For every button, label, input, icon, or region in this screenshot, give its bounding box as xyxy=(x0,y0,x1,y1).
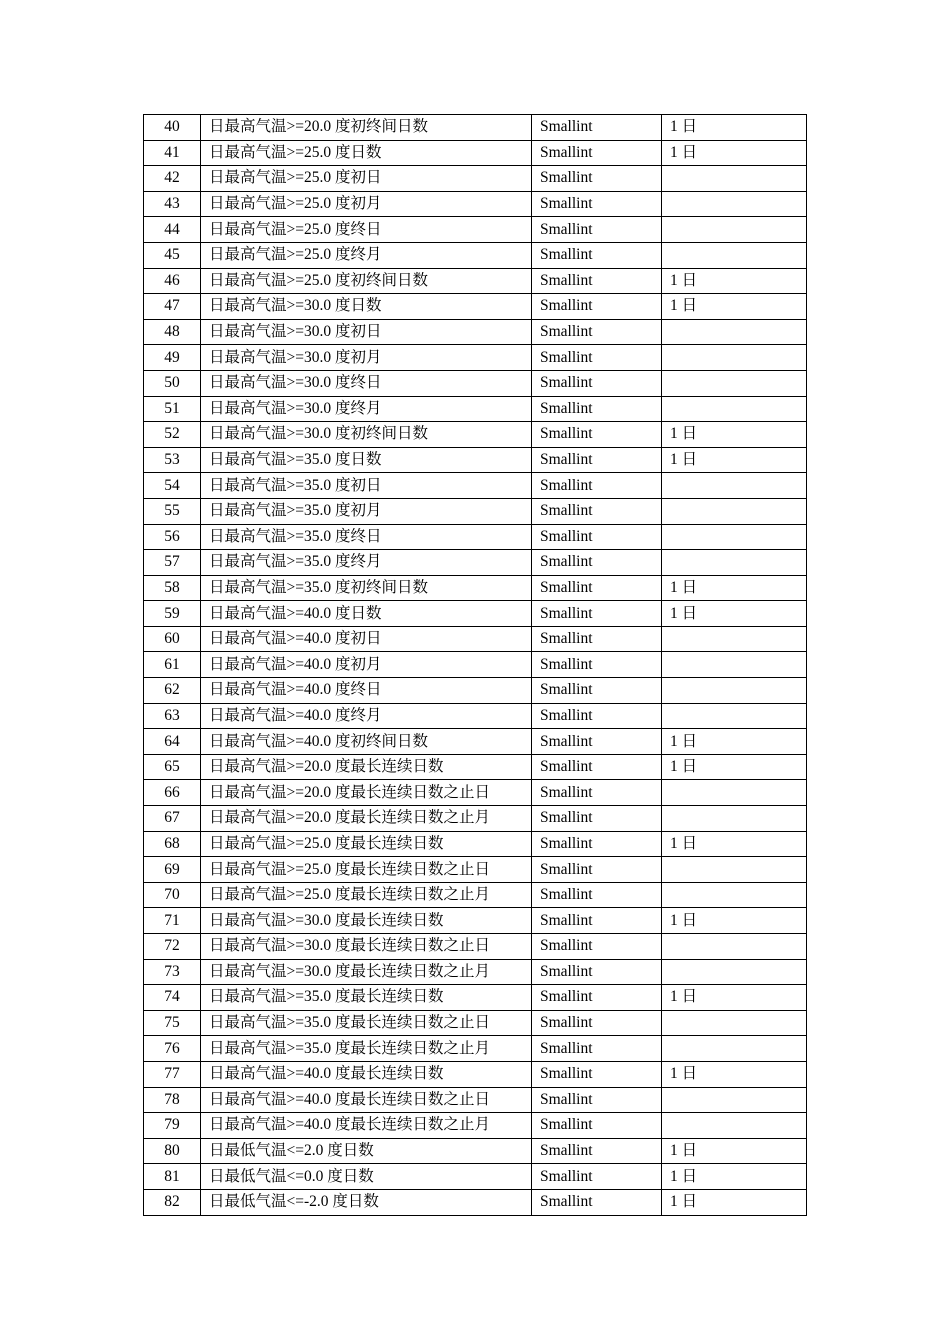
unit-cell: 1 日 xyxy=(662,422,807,448)
field-name-cell: 日最高气温>=30.0 度初月 xyxy=(201,345,532,371)
data-type-cell: Smallint xyxy=(532,396,662,422)
row-number-cell: 47 xyxy=(144,294,201,320)
field-name-cell: 日最高气温>=30.0 度终月 xyxy=(201,396,532,422)
unit-cell xyxy=(662,934,807,960)
data-type-cell: Smallint xyxy=(532,601,662,627)
table-row xyxy=(144,882,807,908)
field-name-cell: 日最高气温>=30.0 度最长连续日数之止月 xyxy=(201,959,532,985)
field-name-cell: 日最高气温>=40.0 度初终间日数 xyxy=(201,729,532,755)
field-name-cell: 日最高气温>=30.0 度日数 xyxy=(201,294,532,320)
data-type-cell: Smallint xyxy=(532,319,662,345)
unit-cell: 1 日 xyxy=(662,268,807,294)
data-type-cell: Smallint xyxy=(532,780,662,806)
field-name-cell: 日最高气温>=35.0 度初终间日数 xyxy=(201,575,532,601)
row-number-cell: 70 xyxy=(144,882,201,908)
field-name-cell: 日最高气温>=40.0 度初日 xyxy=(201,626,532,652)
table-row xyxy=(144,678,807,704)
table-row xyxy=(144,396,807,422)
unit-cell: 1 日 xyxy=(662,1189,807,1215)
field-name-cell: 日最高气温>=35.0 度终月 xyxy=(201,550,532,576)
data-type-cell: Smallint xyxy=(532,115,662,141)
field-name-cell: 日最高气温>=35.0 度最长连续日数之止月 xyxy=(201,1036,532,1062)
field-name-cell: 日最高气温>=30.0 度最长连续日数 xyxy=(201,908,532,934)
unit-cell: 1 日 xyxy=(662,754,807,780)
row-number-cell: 42 xyxy=(144,166,201,192)
table-row xyxy=(144,498,807,524)
table-row xyxy=(144,1087,807,1113)
data-type-cell: Smallint xyxy=(532,678,662,704)
data-type-cell: Smallint xyxy=(532,575,662,601)
table-row xyxy=(144,575,807,601)
data-type-cell: Smallint xyxy=(532,345,662,371)
row-number-cell: 51 xyxy=(144,396,201,422)
table-row xyxy=(144,524,807,550)
field-name-cell: 日最高气温>=35.0 度初日 xyxy=(201,473,532,499)
row-number-cell: 54 xyxy=(144,473,201,499)
unit-cell xyxy=(662,345,807,371)
field-name-cell: 日最高气温>=40.0 度最长连续日数之止日 xyxy=(201,1087,532,1113)
table-row xyxy=(144,1164,807,1190)
unit-cell xyxy=(662,1010,807,1036)
field-name-cell: 日最高气温>=25.0 度初月 xyxy=(201,191,532,217)
row-number-cell: 74 xyxy=(144,985,201,1011)
unit-cell xyxy=(662,473,807,499)
field-name-cell: 日最低气温<=0.0 度日数 xyxy=(201,1164,532,1190)
table-row xyxy=(144,268,807,294)
row-number-cell: 73 xyxy=(144,959,201,985)
data-type-cell: Smallint xyxy=(532,857,662,883)
unit-cell xyxy=(662,217,807,243)
field-spec-table-body xyxy=(144,115,807,1216)
table-row xyxy=(144,473,807,499)
field-name-cell: 日最高气温>=25.0 度终日 xyxy=(201,217,532,243)
data-type-cell: Smallint xyxy=(532,191,662,217)
table-row xyxy=(144,985,807,1011)
row-number-cell: 48 xyxy=(144,319,201,345)
row-number-cell: 41 xyxy=(144,140,201,166)
table-row xyxy=(144,652,807,678)
data-type-cell: Smallint xyxy=(532,166,662,192)
row-number-cell: 62 xyxy=(144,678,201,704)
field-name-cell: 日最高气温>=30.0 度初终间日数 xyxy=(201,422,532,448)
table-row xyxy=(144,601,807,627)
data-type-cell: Smallint xyxy=(532,498,662,524)
row-number-cell: 72 xyxy=(144,934,201,960)
row-number-cell: 55 xyxy=(144,498,201,524)
table-row xyxy=(144,729,807,755)
unit-cell xyxy=(662,396,807,422)
table-row xyxy=(144,294,807,320)
unit-cell xyxy=(662,191,807,217)
unit-cell xyxy=(662,857,807,883)
table-row xyxy=(144,754,807,780)
unit-cell xyxy=(662,319,807,345)
table-row xyxy=(144,422,807,448)
row-number-cell: 59 xyxy=(144,601,201,627)
unit-cell: 1 日 xyxy=(662,831,807,857)
data-type-cell: Smallint xyxy=(532,626,662,652)
field-name-cell: 日最高气温>=35.0 度初月 xyxy=(201,498,532,524)
field-name-cell: 日最高气温>=40.0 度终日 xyxy=(201,678,532,704)
data-type-cell: Smallint xyxy=(532,831,662,857)
row-number-cell: 40 xyxy=(144,115,201,141)
row-number-cell: 67 xyxy=(144,806,201,832)
data-type-cell: Smallint xyxy=(532,652,662,678)
data-type-cell: Smallint xyxy=(532,882,662,908)
data-type-cell: Smallint xyxy=(532,934,662,960)
unit-cell: 1 日 xyxy=(662,1164,807,1190)
table-row xyxy=(144,217,807,243)
field-name-cell: 日最高气温>=25.0 度最长连续日数 xyxy=(201,831,532,857)
unit-cell: 1 日 xyxy=(662,294,807,320)
table-row xyxy=(144,242,807,268)
unit-cell xyxy=(662,370,807,396)
table-row xyxy=(144,319,807,345)
field-name-cell: 日最高气温>=35.0 度最长连续日数之止日 xyxy=(201,1010,532,1036)
field-name-cell: 日最高气温>=40.0 度日数 xyxy=(201,601,532,627)
data-type-cell: Smallint xyxy=(532,959,662,985)
data-type-cell: Smallint xyxy=(532,294,662,320)
table-row xyxy=(144,934,807,960)
unit-cell xyxy=(662,882,807,908)
row-number-cell: 65 xyxy=(144,754,201,780)
data-type-cell: Smallint xyxy=(532,268,662,294)
row-number-cell: 79 xyxy=(144,1113,201,1139)
row-number-cell: 50 xyxy=(144,370,201,396)
field-name-cell: 日最高气温>=35.0 度终日 xyxy=(201,524,532,550)
unit-cell xyxy=(662,780,807,806)
data-type-cell: Smallint xyxy=(532,140,662,166)
table-row xyxy=(144,370,807,396)
table-row xyxy=(144,115,807,141)
table-row xyxy=(144,191,807,217)
unit-cell xyxy=(662,806,807,832)
unit-cell xyxy=(662,1087,807,1113)
table-row xyxy=(144,1138,807,1164)
row-number-cell: 75 xyxy=(144,1010,201,1036)
unit-cell: 1 日 xyxy=(662,601,807,627)
unit-cell: 1 日 xyxy=(662,115,807,141)
table-row xyxy=(144,1189,807,1215)
field-name-cell: 日最低气温<=-2.0 度日数 xyxy=(201,1189,532,1215)
unit-cell: 1 日 xyxy=(662,447,807,473)
unit-cell: 1 日 xyxy=(662,1061,807,1087)
table-row xyxy=(144,857,807,883)
row-number-cell: 43 xyxy=(144,191,201,217)
field-name-cell: 日最高气温>=20.0 度初终间日数 xyxy=(201,115,532,141)
table-row xyxy=(144,1061,807,1087)
data-type-cell: Smallint xyxy=(532,1061,662,1087)
data-type-cell: Smallint xyxy=(532,473,662,499)
field-name-cell: 日最高气温>=30.0 度初日 xyxy=(201,319,532,345)
unit-cell xyxy=(662,959,807,985)
table-row xyxy=(144,1113,807,1139)
table-row xyxy=(144,806,807,832)
field-name-cell: 日最高气温>=25.0 度最长连续日数之止日 xyxy=(201,857,532,883)
data-type-cell: Smallint xyxy=(532,1113,662,1139)
row-number-cell: 66 xyxy=(144,780,201,806)
row-number-cell: 78 xyxy=(144,1087,201,1113)
data-type-cell: Smallint xyxy=(532,1036,662,1062)
field-name-cell: 日最高气温>=40.0 度终月 xyxy=(201,703,532,729)
unit-cell xyxy=(662,524,807,550)
row-number-cell: 80 xyxy=(144,1138,201,1164)
table-row xyxy=(144,1036,807,1062)
unit-cell xyxy=(662,678,807,704)
table-row xyxy=(144,703,807,729)
unit-cell: 1 日 xyxy=(662,729,807,755)
table-row xyxy=(144,166,807,192)
row-number-cell: 58 xyxy=(144,575,201,601)
data-type-cell: Smallint xyxy=(532,806,662,832)
table-row xyxy=(144,626,807,652)
row-number-cell: 69 xyxy=(144,857,201,883)
row-number-cell: 64 xyxy=(144,729,201,755)
field-name-cell: 日最高气温>=20.0 度最长连续日数之止日 xyxy=(201,780,532,806)
data-type-cell: Smallint xyxy=(532,754,662,780)
row-number-cell: 46 xyxy=(144,268,201,294)
table-row xyxy=(144,908,807,934)
data-type-cell: Smallint xyxy=(532,1164,662,1190)
field-name-cell: 日最高气温>=25.0 度初日 xyxy=(201,166,532,192)
field-name-cell: 日最高气温>=30.0 度最长连续日数之止日 xyxy=(201,934,532,960)
unit-cell xyxy=(662,242,807,268)
table-row xyxy=(144,780,807,806)
unit-cell: 1 日 xyxy=(662,985,807,1011)
row-number-cell: 60 xyxy=(144,626,201,652)
data-type-cell: Smallint xyxy=(532,242,662,268)
unit-cell xyxy=(662,626,807,652)
unit-cell xyxy=(662,652,807,678)
unit-cell xyxy=(662,166,807,192)
row-number-cell: 68 xyxy=(144,831,201,857)
field-name-cell: 日最低气温<=2.0 度日数 xyxy=(201,1138,532,1164)
field-name-cell: 日最高气温>=20.0 度最长连续日数之止月 xyxy=(201,806,532,832)
data-type-cell: Smallint xyxy=(532,729,662,755)
unit-cell: 1 日 xyxy=(662,575,807,601)
row-number-cell: 44 xyxy=(144,217,201,243)
unit-cell xyxy=(662,1113,807,1139)
data-type-cell: Smallint xyxy=(532,550,662,576)
data-type-cell: Smallint xyxy=(532,1138,662,1164)
field-name-cell: 日最高气温>=35.0 度日数 xyxy=(201,447,532,473)
row-number-cell: 77 xyxy=(144,1061,201,1087)
field-name-cell: 日最高气温>=40.0 度初月 xyxy=(201,652,532,678)
table-row xyxy=(144,959,807,985)
field-name-cell: 日最高气温>=25.0 度初终间日数 xyxy=(201,268,532,294)
field-spec-table xyxy=(143,114,807,1216)
field-name-cell: 日最高气温>=25.0 度日数 xyxy=(201,140,532,166)
row-number-cell: 61 xyxy=(144,652,201,678)
table-row xyxy=(144,140,807,166)
table-row xyxy=(144,447,807,473)
data-type-cell: Smallint xyxy=(532,370,662,396)
row-number-cell: 57 xyxy=(144,550,201,576)
row-number-cell: 45 xyxy=(144,242,201,268)
unit-cell xyxy=(662,703,807,729)
data-type-cell: Smallint xyxy=(532,985,662,1011)
data-type-cell: Smallint xyxy=(532,1010,662,1036)
data-type-cell: Smallint xyxy=(532,1189,662,1215)
row-number-cell: 71 xyxy=(144,908,201,934)
field-name-cell: 日最高气温>=20.0 度最长连续日数 xyxy=(201,754,532,780)
field-name-cell: 日最高气温>=40.0 度最长连续日数 xyxy=(201,1061,532,1087)
table-row xyxy=(144,831,807,857)
field-name-cell: 日最高气温>=40.0 度最长连续日数之止月 xyxy=(201,1113,532,1139)
row-number-cell: 63 xyxy=(144,703,201,729)
field-name-cell: 日最高气温>=25.0 度最长连续日数之止月 xyxy=(201,882,532,908)
data-type-cell: Smallint xyxy=(532,1087,662,1113)
row-number-cell: 49 xyxy=(144,345,201,371)
field-name-cell: 日最高气温>=30.0 度终日 xyxy=(201,370,532,396)
row-number-cell: 82 xyxy=(144,1189,201,1215)
row-number-cell: 81 xyxy=(144,1164,201,1190)
table-row xyxy=(144,550,807,576)
table-row xyxy=(144,345,807,371)
unit-cell: 1 日 xyxy=(662,140,807,166)
data-type-cell: Smallint xyxy=(532,217,662,243)
table-row xyxy=(144,1010,807,1036)
data-type-cell: Smallint xyxy=(532,703,662,729)
unit-cell: 1 日 xyxy=(662,908,807,934)
unit-cell xyxy=(662,550,807,576)
field-name-cell: 日最高气温>=35.0 度最长连续日数 xyxy=(201,985,532,1011)
row-number-cell: 53 xyxy=(144,447,201,473)
data-type-cell: Smallint xyxy=(532,447,662,473)
field-name-cell: 日最高气温>=25.0 度终月 xyxy=(201,242,532,268)
row-number-cell: 76 xyxy=(144,1036,201,1062)
unit-cell xyxy=(662,498,807,524)
data-type-cell: Smallint xyxy=(532,524,662,550)
unit-cell xyxy=(662,1036,807,1062)
data-type-cell: Smallint xyxy=(532,422,662,448)
data-type-cell: Smallint xyxy=(532,908,662,934)
row-number-cell: 52 xyxy=(144,422,201,448)
unit-cell: 1 日 xyxy=(662,1138,807,1164)
row-number-cell: 56 xyxy=(144,524,201,550)
